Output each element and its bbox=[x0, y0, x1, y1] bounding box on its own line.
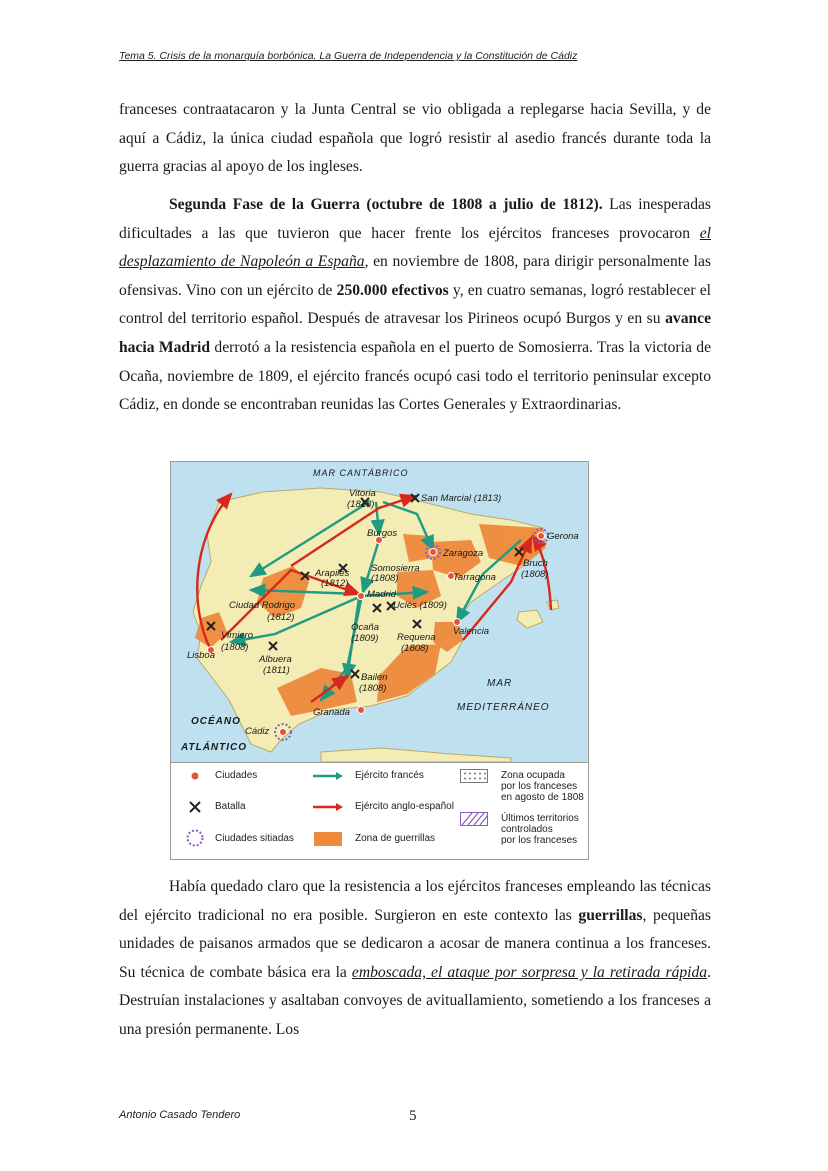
paragraph-1-text: franceses contraatacaron y la Junta Central se vio obligada a replegarse hacia Sevilla, y de aquí a Cádiz, la única ciudad española que logró resistir al asedio francés durante toda la guerra gracias al apoyo de los ingleses. bbox=[119, 101, 711, 176]
zaragoza-label: Zaragoza bbox=[443, 548, 484, 559]
med-label-1: MAR bbox=[487, 678, 513, 689]
vimiero-year: (1808) bbox=[221, 642, 249, 653]
troops-bold: 250.000 efectivos bbox=[336, 281, 449, 299]
city-dot-icon bbox=[185, 770, 205, 782]
paragraph-1 bbox=[119, 96, 711, 182]
tarragona-label: Tarragona bbox=[453, 572, 496, 583]
bailen-year: (1808) bbox=[359, 683, 387, 694]
paragraph-2-text-2: , en noviembre de 1808, para dirigir personalmente las ofensivas. Vino con un ejército de bbox=[119, 253, 711, 299]
page-number: 5 bbox=[409, 1108, 417, 1124]
legend-cities bbox=[185, 770, 257, 782]
paragraph-2-text-4: derrotó a la resistencia española en el puerto de Somosierra. Tras la victoria de Ocaña, noviembre de 1809, el ejército francés ocupó casi todo el territorio peninsular excepto Cádiz, en donde se encontraban reunidas las Cortes Generales y Extraordinarias. bbox=[119, 338, 711, 414]
legend-french-army bbox=[311, 770, 424, 782]
legend-last-line-1: Últimos territorios bbox=[501, 813, 579, 824]
san-marcial-label: San Marcial (1813) bbox=[421, 493, 502, 504]
arapiles-label: Arapiles bbox=[315, 568, 350, 579]
section-heading: Segunda Fase de la Guerra (octubre de 1808 a julio de 1812). bbox=[169, 196, 603, 213]
requena-year: (1808) bbox=[401, 643, 429, 654]
vitoria-label: Vitoria bbox=[349, 488, 376, 499]
paragraph-2 bbox=[119, 191, 711, 420]
paragraph-3-text-2: , pequeñas unidades de paisanos armados que se dedicaron a acosar de manera continua a los franceses. Su técnica de combate básica era la bbox=[119, 906, 711, 981]
legend-guerrilla-label: Zona de guerrillas bbox=[355, 833, 436, 844]
ocean-label-2: ATLÁNTICO bbox=[181, 742, 248, 753]
bruch-year: (1808) bbox=[521, 569, 549, 580]
legend-occupied-line-1: Zona ocupada bbox=[501, 770, 565, 781]
paragraph-3-text-3: . Destruían instalaciones y asaltaban convoyes de avituallamiento, sometiendo a los franceses a una presión permanente. Los bbox=[119, 963, 712, 1038]
vitoria-year: (1813) bbox=[347, 499, 375, 510]
guerrillas-bold: guerrillas bbox=[578, 906, 643, 924]
footer-author: Antonio Casado Tendero bbox=[119, 1109, 241, 1121]
ocana-year: (1809) bbox=[351, 633, 379, 644]
ciudad-rodrigo-label: Ciudad Rodrigo bbox=[229, 600, 296, 611]
albuera-year: (1811) bbox=[263, 665, 290, 676]
valencia-label: Valencia bbox=[453, 626, 490, 637]
granada-label: Granada bbox=[313, 707, 350, 718]
legend-occupied-label bbox=[501, 770, 584, 803]
paragraph-2-text-3: y, en cuatro semanas, logró restablecer el control del territorio español. Después de atravesar los Pirineos ocupó Burgos y en su bbox=[119, 281, 711, 328]
legend-last-territories-label bbox=[501, 813, 579, 846]
gerona-label: Gerona bbox=[547, 531, 579, 542]
tactics-underlined: emboscada, el ataque por sorpresa y la retirada rápida bbox=[351, 963, 708, 981]
somosierra-label: Somosierra bbox=[371, 563, 420, 574]
legend-battle-label: Batalla bbox=[215, 801, 246, 812]
somosierra-year: (1808) bbox=[371, 573, 399, 584]
battle-cross-icon bbox=[185, 801, 205, 813]
peninsula-map bbox=[171, 462, 588, 762]
arapiles-year: (1812) bbox=[321, 578, 349, 589]
war-map-figure bbox=[170, 461, 589, 860]
bruch-label: Bruch bbox=[523, 558, 548, 569]
legend-guerrilla-zone bbox=[311, 833, 435, 845]
legend-last-line-2: controlados bbox=[501, 824, 553, 835]
paragraph-3-text-1: Había quedado claro que la resistencia a los ejércitos franceses empleando las técnicas del ejército tradicional no era posible. Surgieron en este contexto las bbox=[119, 878, 711, 924]
legend-last-territories bbox=[457, 813, 579, 846]
french-arrow-icon bbox=[311, 770, 345, 782]
legend-battle bbox=[185, 801, 246, 813]
madrid-advance-bold: avance hacia Madrid bbox=[119, 310, 711, 356]
requena-label: Requena bbox=[397, 632, 436, 643]
legend-occupied-line-3: en agosto de 1808 bbox=[501, 792, 584, 803]
legend-last-line-3: por los franceses bbox=[501, 835, 578, 846]
burgos-label: Burgos bbox=[367, 528, 398, 539]
legend-cities-label: Ciudades bbox=[215, 770, 258, 781]
bailen-label: Bailén bbox=[361, 672, 388, 683]
cadiz-label: Cádiz bbox=[245, 726, 270, 737]
sea-north-label: MAR CANTÁBRICO bbox=[313, 468, 409, 478]
paragraph-2-text-1: Las inesperadas dificultades a las que tuvieron que hacer frente los ejércitos franceses provocaron bbox=[119, 196, 711, 242]
albuera-label: Albuera bbox=[259, 654, 292, 665]
vimiero-label: Vimiero bbox=[221, 630, 254, 641]
legend-sieged bbox=[185, 833, 294, 845]
ocana-label: Ocaña bbox=[351, 622, 379, 633]
map-legend bbox=[171, 762, 588, 860]
legend-french-army-label: Ejército francés bbox=[355, 770, 424, 781]
ciudad-rodrigo-year: (1812) bbox=[267, 612, 295, 623]
running-header: Tema 5. Crisis de la monarquía borbónica. La Guerra de Independencia y la Constitución de Cádiz bbox=[119, 50, 578, 62]
ocean-label-1: OCÉANO bbox=[191, 716, 241, 727]
lisboa-label: Lisboa bbox=[187, 650, 215, 661]
napoleon-link-text: el desplazamiento de Napoleón a España bbox=[119, 224, 711, 271]
hatched-swatch-icon bbox=[457, 813, 491, 825]
guerrilla-swatch-icon bbox=[311, 833, 345, 845]
siege-circle-icon bbox=[185, 833, 205, 845]
legend-anglo-army-label: Ejército anglo-español bbox=[355, 801, 454, 812]
legend-sieged-label: Ciudades sitiadas bbox=[215, 833, 294, 844]
legend-occupied-zone bbox=[457, 770, 584, 803]
paragraph-3 bbox=[119, 873, 711, 1045]
madrid-label: Madrid bbox=[367, 589, 397, 600]
legend-occupied-line-2: por los franceses bbox=[501, 781, 578, 792]
occupied-dots-icon bbox=[457, 770, 491, 782]
legend-anglo-army bbox=[311, 801, 454, 813]
anglo-arrow-icon bbox=[311, 801, 345, 813]
ucles-label: Uclés (1809) bbox=[393, 600, 447, 611]
med-label-2: MEDITERRÁNEO bbox=[457, 702, 550, 713]
